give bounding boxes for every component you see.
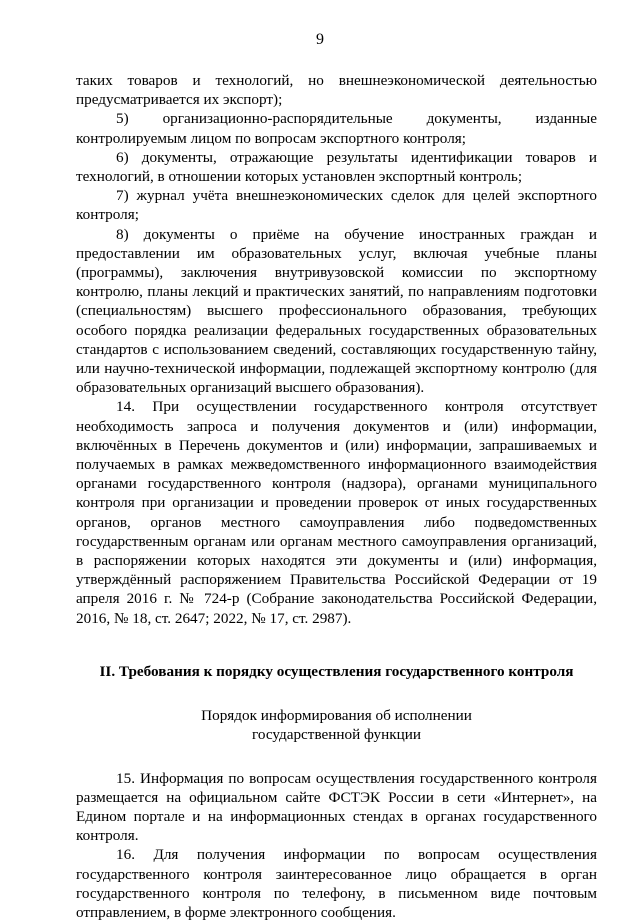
paragraph-item-5: 5) организационно-распорядительные документы, изданные контролируемым лицом по вопросам экспортного контроля;	[76, 110, 597, 147]
subheading-line-2: государственной функции	[252, 726, 421, 744]
paragraph-clause-16: 16. Для получения информации по вопросам осуществления государственного контроля заинтересованное лицо обращается в орган государственного контроля по телефону, в письменном виде почтовым отправлением, в форме электронного сообщения.	[76, 846, 597, 921]
paragraph-clause-15: 15. Информация по вопросам осуществления государственного контроля размещается на официальном сайте ФСТЭК России в сети «Интернет», на Едином портале и на информационных стендах в органах государственного контроля.	[76, 769, 597, 845]
paragraph-continuation: таких товаров и технологий, но внешнеэкономической деятельностью предусматривается их экспорт);	[76, 72, 597, 109]
paragraph-item-6: 6) документы, отражающие результаты идентификации товаров и технологий, в отношении которых установлен экспортный контроль;	[76, 148, 597, 186]
document-body	[76, 71, 597, 922]
page-number: 9	[316, 31, 324, 48]
paragraph-item-7: 7) журнал учёта внешнеэкономических сделок для целей экспортного контроля;	[76, 187, 597, 224]
section-heading: II. Требования к порядку осуществления государственного контроля	[99, 662, 574, 680]
paragraph-clause-14: 14. При осуществлении государственного контроля отсутствует необходимость запроса и получения документов и (или) информации, включённых в Перечень документов и (или) информации, запрашиваемых и получаемых в рамках межведомственного информационного взаимодействия органами государственного контроля (надзора), органами муниципального контроля при организации и проведении проверок от иных государственных органов, органов местного самоуправления либо подведомственных государственным органам или органам местного самоуправления организаций, в распоряжении которых находятся эти документы и (или) информация, утверждённый распоряжением Правительства Российской Федерации от 19 апреля 2016 г. № 724-р (Собрание законодательства Российской Федерации, 2016, № 18, ст. 2647; 2022, № 17, ст. 2987).	[76, 398, 597, 627]
subheading-line-1: Порядок информирования об исполнении	[201, 707, 472, 725]
paragraph-item-8: 8) документы о приёме на обучение иностранных граждан и предоставлении им образовательных услуг, включая учебные планы (программы), заключения внутривузовской комиссии по экспортному контролю, планы лекций и практических занятий, по направлениям подготовки (специальностям) высшего профессионального образования, требующих особого порядка реализации федеральных государственных образовательных стандартов с использованием сведений, составляющих государственную тайну, или научно-технической информации, подлежащей экспортному контролю (для образовательных организаций высшего образования).	[76, 225, 597, 397]
subsection-heading	[76, 706, 597, 744]
